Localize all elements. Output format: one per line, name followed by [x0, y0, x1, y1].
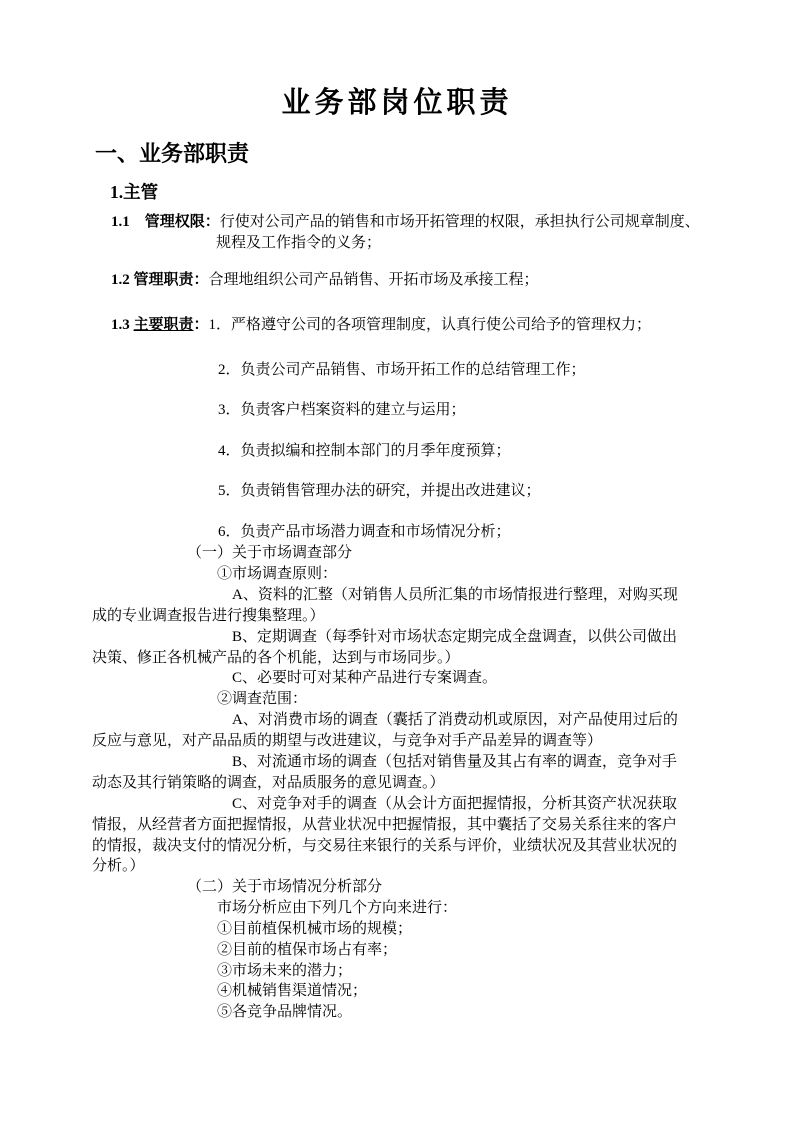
text-run: 1．严格遵守公司的各项管理制度，认真行使公司给予的管理权力； [208, 317, 652, 333]
text-line [218, 522, 511, 542]
text-run: C、对竞争对手的调查（从会计方面把握情报，分析其资产状况获取 [232, 796, 678, 812]
text-line [232, 627, 677, 647]
text-run: 规程及工作指令的义务； [216, 235, 382, 251]
text-line [92, 836, 677, 856]
text-line [92, 815, 677, 835]
text-line [232, 585, 678, 605]
text-run: 动态及其行销策略的调查，对品质服务的意见调查。） [92, 775, 445, 791]
text-line [218, 360, 586, 380]
text-line [216, 233, 381, 253]
text-line [92, 731, 602, 751]
text-line [217, 919, 412, 939]
text-line [232, 710, 678, 730]
text-run: 分析。） [92, 858, 145, 874]
text-run: A、对消费市场的调查（囊括了消费动机或原因，对产品使用过后的 [232, 712, 678, 728]
document-title: 业务部岗位职责 [281, 87, 513, 119]
text-run: 市场分析应由下列几个方向来进行： [217, 900, 458, 916]
text-run: ⑤各竞争品牌情况。 [217, 1004, 353, 1020]
text-run: ： [193, 317, 209, 333]
text-line [232, 752, 677, 772]
text-run: 2．负责公司产品销售、市场开拓工作的总结管理工作； [218, 362, 586, 378]
text-run: ②调查范围： [217, 691, 308, 707]
text-line [92, 648, 460, 668]
text-line [217, 1002, 352, 1022]
text-line [218, 400, 466, 420]
text-run: ③市场未来的潜力； [217, 963, 353, 979]
text-run: 1.2 管理职责： [111, 272, 209, 288]
text-run: 情报，从经营者方面把握情报，从营业状况中把握情报，其中囊括了交易关系往来的客户 [92, 817, 678, 833]
text-run: 1.3 [111, 317, 134, 333]
text-line [111, 212, 700, 232]
text-line [187, 877, 382, 897]
text-line [232, 668, 497, 688]
text-run: 5．负责销售管理办法的研究，并提出改进建议； [218, 483, 541, 499]
text-run: 3．负责客户档案资料的建立与运用； [218, 402, 466, 418]
text-line [92, 606, 325, 626]
text-line [92, 856, 145, 876]
text-line [218, 481, 541, 501]
text-line [111, 270, 539, 290]
text-line [92, 773, 445, 793]
text-line [111, 315, 651, 335]
text-line [187, 543, 352, 563]
text-run: 决策、修正各机械产品的各个机能，达到与市场同步。） [92, 650, 460, 666]
text-run: B、定期调查（每季针对市场状态定期完成全盘调查，以供公司做出 [232, 629, 678, 645]
text-run: ④机械销售渠道情况； [217, 983, 368, 999]
text-run: 成的专业调查报告进行搜集整理。） [92, 608, 325, 624]
text-run: ①目前植保机械市场的规模； [217, 921, 413, 937]
text-run: 4．负责拟编和控制本部门的月季年度预算； [218, 443, 511, 459]
text-run: 1.1 管理权限： [111, 214, 220, 230]
text-run: 反应与意见，对产品品质的期望与改进建议，与竞争对手产品差异的调查等） [92, 733, 603, 749]
text-line [217, 898, 457, 918]
text-run: 的情报，裁决支付的情况分析，与交易往来银行的关系与评价，业绩状况及其营业状况的 [92, 838, 678, 854]
text-run: 6．负责产品市场潜力调查和市场情况分析； [218, 524, 511, 540]
text-line [217, 981, 367, 1001]
text-run: ①市场调查原则： [217, 566, 338, 582]
text-run: C、必要时可对某种产品进行专案调查。 [232, 670, 498, 686]
subsection-heading: 1.主管 [110, 182, 159, 202]
text-line [218, 441, 511, 461]
text-run: A、资料的汇整（对销售人员所汇集的市场情报进行整理，对购买现 [232, 587, 678, 603]
text-line [217, 689, 307, 709]
text-line [217, 940, 397, 960]
text-run: （一）关于市场调查部分 [187, 545, 353, 561]
text-run: 行使对公司产品的销售和市场开拓管理的权限，承担执行公司规章制度、 [219, 214, 700, 230]
section-heading: 一、业务部职责 [95, 141, 250, 166]
text-run: 主要职责 [133, 317, 194, 333]
text-line [217, 564, 337, 584]
text-line [232, 794, 677, 814]
text-run: B、对流通市场的调查（包括对销售量及其占有率的调查，竞争对手 [232, 754, 678, 770]
text-line [217, 961, 352, 981]
text-run: （二）关于市场情况分析部分 [187, 879, 383, 895]
text-run: ②目前的植保市场占有率； [217, 942, 398, 958]
text-run: 合理地组织公司产品销售、开拓市场及承接工程； [208, 272, 539, 288]
